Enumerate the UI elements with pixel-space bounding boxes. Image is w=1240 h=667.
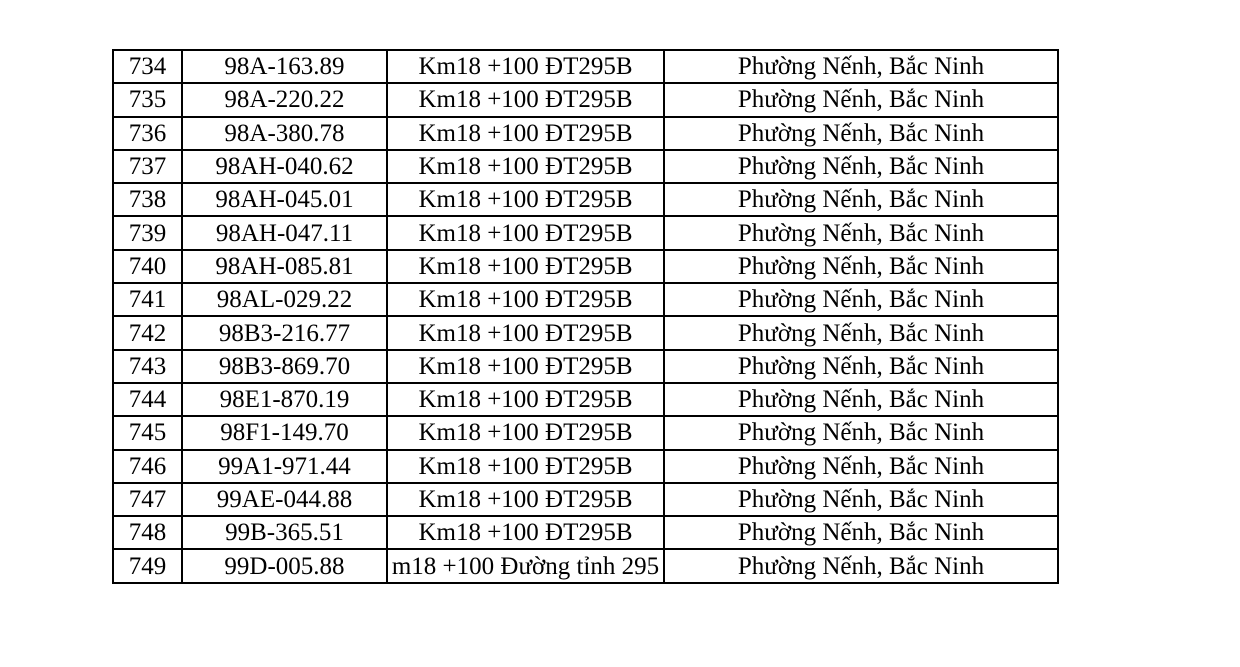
table-row	[113, 150, 1058, 183]
license-plate-cell: 98AH-047.11	[182, 216, 387, 249]
row-number-cell: 734	[113, 50, 182, 83]
ward-cell: Phường Nếnh, Bắc Ninh	[664, 383, 1058, 416]
table-row	[113, 383, 1058, 416]
table-row	[113, 549, 1058, 582]
location-cell: Km18 +100 ĐT295B	[387, 516, 664, 549]
row-number-cell: 737	[113, 150, 182, 183]
row-number-cell: 741	[113, 283, 182, 316]
location-cell: Km18 +100 ĐT295B	[387, 216, 664, 249]
row-number-cell: 746	[113, 450, 182, 483]
ward-cell: Phường Nếnh, Bắc Ninh	[664, 350, 1058, 383]
ward-cell: Phường Nếnh, Bắc Ninh	[664, 516, 1058, 549]
ward-cell: Phường Nếnh, Bắc Ninh	[664, 117, 1058, 150]
table-row	[113, 350, 1058, 383]
license-plate-cell: 98A-163.89	[182, 50, 387, 83]
row-number-cell: 745	[113, 416, 182, 449]
row-number-cell: 744	[113, 383, 182, 416]
row-number-cell: 747	[113, 483, 182, 516]
license-plate-cell: 98A-220.22	[182, 83, 387, 116]
ward-cell: Phường Nếnh, Bắc Ninh	[664, 483, 1058, 516]
location-cell: Km18 +100 ĐT295B	[387, 50, 664, 83]
ward-cell: Phường Nếnh, Bắc Ninh	[664, 283, 1058, 316]
license-plate-cell: 98AH-045.01	[182, 183, 387, 216]
ward-cell: Phường Nếnh, Bắc Ninh	[664, 416, 1058, 449]
row-number-cell: 743	[113, 350, 182, 383]
license-plate-cell: 98AL-029.22	[182, 283, 387, 316]
ward-cell: Phường Nếnh, Bắc Ninh	[664, 50, 1058, 83]
ward-cell: Phường Nếnh, Bắc Ninh	[664, 250, 1058, 283]
license-plate-cell: 98AH-085.81	[182, 250, 387, 283]
license-plate-cell: 98B3-216.77	[182, 316, 387, 349]
ward-cell: Phường Nếnh, Bắc Ninh	[664, 83, 1058, 116]
location-cell: Km18 +100 ĐT295B	[387, 316, 664, 349]
license-plate-cell: 98A-380.78	[182, 117, 387, 150]
table-row	[113, 250, 1058, 283]
table-row	[113, 183, 1058, 216]
location-cell: Km18 +100 ĐT295B	[387, 350, 664, 383]
location-cell: Km18 +100 ĐT295B	[387, 183, 664, 216]
table-body	[113, 50, 1058, 583]
row-number-cell: 749	[113, 549, 182, 582]
location-cell: Km18 +100 ĐT295B	[387, 150, 664, 183]
violations-table	[112, 49, 1059, 584]
row-number-cell: 748	[113, 516, 182, 549]
license-plate-cell: 98E1-870.19	[182, 383, 387, 416]
table-row	[113, 516, 1058, 549]
location-cell: Km18 +100 ĐT295B	[387, 117, 664, 150]
row-number-cell: 740	[113, 250, 182, 283]
table-row	[113, 416, 1058, 449]
table-row	[113, 316, 1058, 349]
license-plate-cell: 99B-365.51	[182, 516, 387, 549]
ward-cell: Phường Nếnh, Bắc Ninh	[664, 316, 1058, 349]
license-plate-cell: 98B3-869.70	[182, 350, 387, 383]
location-cell: Km18 +100 ĐT295B	[387, 83, 664, 116]
ward-cell: Phường Nếnh, Bắc Ninh	[664, 150, 1058, 183]
location-cell: Km18 +100 ĐT295B	[387, 450, 664, 483]
row-number-cell: 742	[113, 316, 182, 349]
row-number-cell: 738	[113, 183, 182, 216]
license-plate-cell: 99D-005.88	[182, 549, 387, 582]
license-plate-cell: 99A1-971.44	[182, 450, 387, 483]
ward-cell: Phường Nếnh, Bắc Ninh	[664, 216, 1058, 249]
table-row	[113, 50, 1058, 83]
location-cell: Km18 +100 ĐT295B	[387, 250, 664, 283]
table-row	[113, 117, 1058, 150]
ward-cell: Phường Nếnh, Bắc Ninh	[664, 450, 1058, 483]
location-cell: Km18 +100 ĐT295B	[387, 416, 664, 449]
license-plate-cell: 98AH-040.62	[182, 150, 387, 183]
table-row	[113, 283, 1058, 316]
table-row	[113, 450, 1058, 483]
ward-cell: Phường Nếnh, Bắc Ninh	[664, 183, 1058, 216]
location-cell: Km18 +100 ĐT295B	[387, 483, 664, 516]
table-row	[113, 483, 1058, 516]
license-plate-cell: 99AE-044.88	[182, 483, 387, 516]
table-row	[113, 83, 1058, 116]
location-cell: m18 +100 Đường tỉnh 295	[387, 549, 664, 582]
license-plate-cell: 98F1-149.70	[182, 416, 387, 449]
row-number-cell: 739	[113, 216, 182, 249]
row-number-cell: 736	[113, 117, 182, 150]
table-row	[113, 216, 1058, 249]
ward-cell: Phường Nếnh, Bắc Ninh	[664, 549, 1058, 582]
location-cell: Km18 +100 ĐT295B	[387, 283, 664, 316]
row-number-cell: 735	[113, 83, 182, 116]
location-cell: Km18 +100 ĐT295B	[387, 383, 664, 416]
